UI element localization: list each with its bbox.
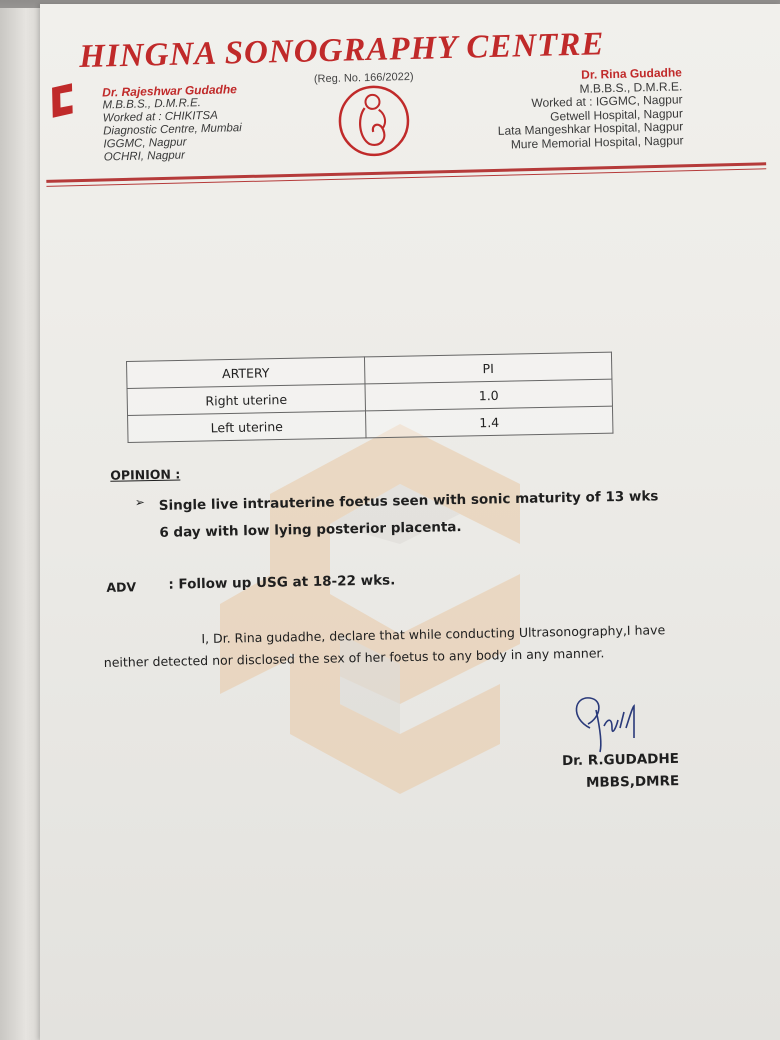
right-doctor-line: Getwell Hospital, Nagpur xyxy=(549,105,684,124)
left-doctor-name: Dr. Rajeshwar Gudadhe xyxy=(102,82,238,100)
finding-line: 6 day with low lying posterior placenta. xyxy=(159,519,462,541)
declaration xyxy=(103,618,704,674)
table-cell: 1.4 xyxy=(366,406,613,438)
declaration-line: I, Dr. Rina gudadhe, declare that while conducting Ultrasonography,I have xyxy=(201,622,666,647)
arrow-bullet-icon: ➢ xyxy=(134,495,145,510)
table-header-cell: ARTERY xyxy=(127,357,365,389)
handwritten-signature xyxy=(560,688,660,758)
mother-child-emblem-icon xyxy=(334,81,414,161)
right-doctor-line: Mure Memorial Hospital, Nagpur xyxy=(510,132,684,152)
watermark-logo xyxy=(200,404,560,804)
table-cell: Right uterine xyxy=(127,384,365,416)
right-doctor-details xyxy=(452,66,684,153)
centre-logo-icon xyxy=(48,81,79,120)
signatory-qualification: MBBS,DMRE xyxy=(585,773,680,791)
report-page xyxy=(40,4,780,1040)
advice-label: ADV xyxy=(106,579,137,595)
signatory-name: Dr. R.GUDADHE xyxy=(561,750,680,770)
centre-name: HINGNA SONOGRAPHY CENTRE xyxy=(78,26,605,76)
registration-number: (Reg. No. 166/2022) xyxy=(313,70,414,86)
advice-text: : Follow up USG at 18-22 wks. xyxy=(168,572,396,593)
left-doctor-line: Worked at : CHIKITSA xyxy=(102,109,218,125)
right-doctor-line: Lata Mangeshkar Hospital, Nagpur xyxy=(497,119,684,138)
header-divider xyxy=(46,162,766,183)
left-doctor-line: OCHRI, Nagpur xyxy=(103,149,186,164)
left-doctor-line: IGGMC, Nagpur xyxy=(103,136,187,151)
opinion-heading: OPINION : xyxy=(110,466,181,483)
left-doctor-line: Diagnostic Centre, Mumbai xyxy=(102,122,242,138)
right-doctor-name: Dr. Rina Gudadhe xyxy=(581,65,683,82)
right-doctor-line: M.B.B.S., D.M.R.E. xyxy=(579,78,683,96)
finding-line: Single live intrauterine foetus seen with sonic maturity of 13 wks xyxy=(158,488,659,514)
opinion-finding xyxy=(159,482,720,547)
letterhead xyxy=(40,4,780,214)
left-doctor-line: M.B.B.S., D.M.R.E. xyxy=(102,97,202,112)
table-cell: 1.0 xyxy=(365,379,612,411)
declaration-line: neither detected nor disclosed the sex of her foetus to any body in any manner. xyxy=(103,645,605,670)
table-header-cell: PI xyxy=(364,352,611,384)
doppler-table xyxy=(126,352,613,443)
left-doctor-details xyxy=(102,83,243,164)
right-doctor-line: Worked at : IGGMC, Nagpur xyxy=(531,92,683,111)
table-cell: Left uterine xyxy=(128,411,366,443)
